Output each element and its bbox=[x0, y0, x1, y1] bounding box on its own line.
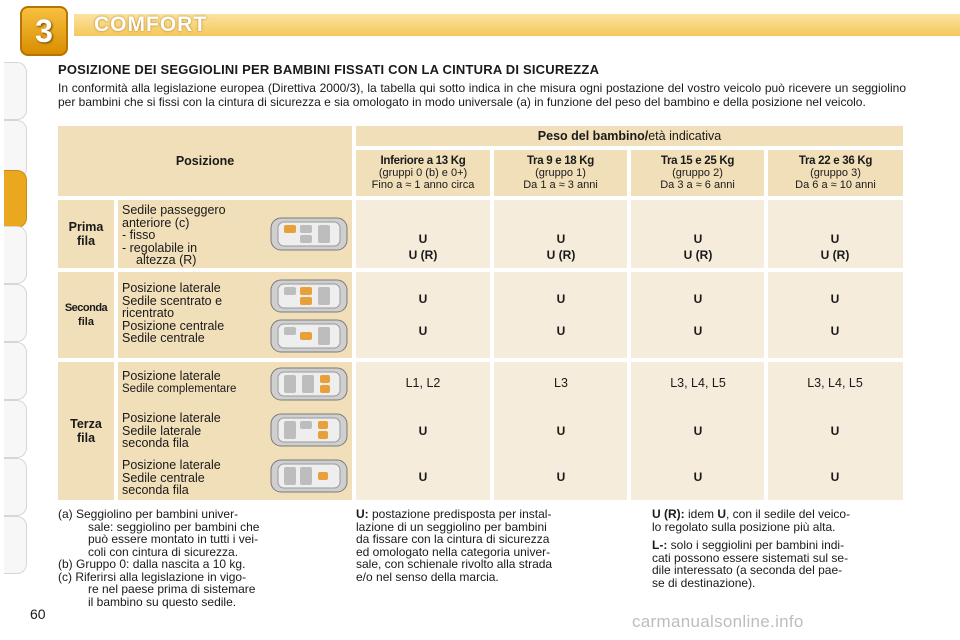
row-desc-terza bbox=[118, 362, 352, 500]
weight-header-rest: età indicativa bbox=[648, 129, 722, 143]
value: U bbox=[418, 324, 428, 338]
value-cell bbox=[768, 362, 903, 500]
page-number: 60 bbox=[30, 606, 46, 622]
column-sub: (gruppo 2) bbox=[672, 167, 723, 179]
desc-line: Sedile complementare bbox=[122, 382, 237, 395]
row-label: Terza bbox=[70, 417, 102, 431]
desc-line: Sedile laterale bbox=[122, 423, 202, 438]
column-age: Fino a ≈ 1 anno circa bbox=[371, 179, 475, 191]
note-line: dile interessato (a seconda del pae- bbox=[652, 563, 843, 577]
note-line: sale: seggiolino per bambini che bbox=[88, 519, 260, 534]
column-header bbox=[631, 150, 764, 196]
desc-line: Posizione laterale bbox=[122, 369, 221, 383]
desc-line: ricentrato bbox=[122, 306, 175, 320]
value-cell bbox=[494, 272, 627, 358]
weight-header-cell bbox=[356, 126, 903, 146]
value-cell bbox=[768, 200, 903, 268]
value-cell bbox=[631, 200, 764, 268]
column-header bbox=[356, 150, 490, 196]
legend-key: U: bbox=[356, 507, 369, 521]
seat-description bbox=[122, 204, 226, 267]
note-line: lo regolato sulla posizione più alta. bbox=[652, 519, 836, 534]
car-seat-diagram-icon bbox=[270, 412, 348, 448]
column-age: Da 1 a ≈ 3 anni bbox=[523, 179, 598, 191]
note-line: e/o nel senso della marcia. bbox=[356, 569, 499, 584]
car-seat-diagram-icon bbox=[270, 458, 348, 494]
footnotes-left bbox=[58, 508, 310, 608]
desc-line: anteriore (c) bbox=[122, 215, 190, 230]
note-line: (b) Gruppo 0: dalla nascita a 10 kg. bbox=[58, 557, 246, 571]
row-desc-seconda bbox=[118, 272, 352, 358]
legend-key: U (R): bbox=[652, 507, 685, 521]
note-text: solo i seggiolini per bambini indi- bbox=[667, 538, 845, 552]
value: U bbox=[418, 232, 428, 246]
chapter-sidebar bbox=[0, 0, 40, 640]
desc-line: seconda fila bbox=[122, 483, 189, 497]
note-text: , con il sedile del veico- bbox=[726, 507, 851, 521]
chapter-tab[interactable] bbox=[4, 284, 27, 342]
desc-line: altezza (R) bbox=[136, 253, 197, 267]
column-sub: (gruppo 1) bbox=[535, 167, 586, 179]
position-header-cell bbox=[58, 126, 352, 196]
value: U bbox=[830, 470, 840, 484]
row-label: fila bbox=[76, 431, 96, 445]
chapter-tab[interactable] bbox=[4, 342, 27, 400]
car-seat-diagram-icon bbox=[270, 278, 348, 314]
desc-line: Posizione laterale bbox=[122, 411, 221, 425]
seat-description bbox=[122, 459, 221, 497]
value-cell bbox=[356, 362, 490, 500]
chapter-tab[interactable] bbox=[4, 226, 27, 284]
value-cell bbox=[494, 362, 627, 500]
chapter-tab-active[interactable] bbox=[4, 170, 27, 228]
value: U bbox=[693, 470, 703, 484]
note-line: da fissare con la cintura di sicurezza bbox=[356, 532, 550, 546]
note-line: (c) Riferirsi alla legislazione in vigo- bbox=[58, 569, 247, 584]
value: L3 bbox=[554, 376, 568, 390]
value: U bbox=[556, 324, 566, 338]
chapter-tab[interactable] bbox=[4, 516, 27, 574]
value: L3, L4, L5 bbox=[670, 376, 726, 390]
value: U bbox=[418, 424, 428, 438]
value: U bbox=[693, 232, 703, 246]
value: U bbox=[556, 292, 566, 306]
desc-line: Posizione centrale bbox=[122, 318, 225, 333]
note-line: può essere montato in tutti i vei- bbox=[88, 532, 259, 546]
desc-line: Posizione laterale bbox=[122, 458, 221, 472]
column-header bbox=[768, 150, 903, 196]
row-label-terza bbox=[58, 362, 114, 500]
note-line: coli con cintura di sicurezza. bbox=[88, 544, 239, 559]
column-title: Tra 9 e 18 Kg bbox=[526, 155, 595, 167]
value: L1, L2 bbox=[405, 376, 441, 390]
note-text: idem bbox=[684, 507, 718, 521]
value: U bbox=[556, 232, 566, 246]
legend-key: U bbox=[717, 507, 727, 521]
value: U bbox=[830, 324, 840, 338]
note-line: ed omologato nella categoria univer- bbox=[356, 544, 551, 559]
car-seat-diagram-icon bbox=[270, 318, 348, 354]
section-title: POSIZIONE DEI SEGGIOLINI PER BAMBINI FISSATI CON LA CINTURA DI SICUREZZA bbox=[58, 62, 600, 77]
value: U bbox=[556, 470, 566, 484]
watermark: carmanualsonline.info bbox=[632, 612, 804, 631]
position-header: Posizione bbox=[175, 154, 235, 168]
note-line: lazione di un seggiolino per bambini bbox=[356, 519, 547, 534]
seat-description bbox=[122, 282, 224, 345]
legend-key: L-: bbox=[652, 538, 668, 552]
value: U bbox=[693, 324, 703, 338]
row-label: Prima bbox=[68, 220, 104, 234]
desc-line: seconda fila bbox=[122, 436, 189, 450]
value: U bbox=[830, 292, 840, 306]
value-cell bbox=[631, 362, 764, 500]
value-cell bbox=[356, 200, 490, 268]
value: U bbox=[693, 292, 703, 306]
chapter-number: 3 bbox=[20, 6, 68, 56]
desc-line: - fisso bbox=[122, 228, 156, 242]
seat-description bbox=[122, 412, 221, 450]
car-seat-diagram-icon bbox=[270, 216, 348, 252]
column-sub: (gruppi 0 (b) e 0+) bbox=[378, 167, 468, 179]
chapter-tab[interactable] bbox=[4, 62, 27, 120]
row-desc-prima bbox=[118, 200, 352, 268]
note-line: (a) Seggiolino per bambini univer- bbox=[58, 507, 239, 521]
note-line: se di destinazione). bbox=[652, 575, 756, 590]
desc-line: Sedile centrale bbox=[122, 470, 205, 485]
value-cell bbox=[494, 200, 627, 268]
value: U (R) bbox=[408, 248, 438, 262]
value-cell bbox=[768, 272, 903, 358]
column-title: Tra 15 e 25 Kg bbox=[660, 155, 735, 167]
row-label: fila bbox=[78, 316, 94, 328]
note-line: sale, con schienale rivolto alla strada bbox=[356, 557, 553, 571]
desc-line: Posizione laterale bbox=[122, 281, 221, 295]
value: L3, L4, L5 bbox=[807, 376, 863, 390]
desc-line: - regolabile in bbox=[122, 240, 198, 255]
row-label: Seconda bbox=[64, 302, 108, 314]
legend-ur-l bbox=[652, 508, 906, 589]
note-line: postazione predisposta per instal- bbox=[368, 507, 552, 521]
column-title: Inferiore a 13 Kg bbox=[380, 155, 466, 167]
value: U (R) bbox=[546, 248, 576, 262]
note-line: il bambino su questo sedile. bbox=[88, 594, 237, 609]
intro-paragraph: In conformità alla legislazione europea (Direttiva 2000/3), la tabella qui sotto indica in che misura ogni postazione del vostro veicolo può ricevere un seggiolino per bambini che si fissi con la cintura di sicurezza e sia omologato in modo universale (a) in funzione del peso del bambino e della posizione nel veicolo. bbox=[58, 81, 906, 109]
column-age: Da 6 a ≈ 10 anni bbox=[795, 179, 876, 191]
value: U bbox=[693, 424, 703, 438]
desc-line: Sedile passeggero bbox=[122, 203, 226, 217]
column-title: Tra 22 e 36 Kg bbox=[798, 155, 873, 167]
chapter-tab[interactable] bbox=[4, 400, 27, 458]
chapter-title: COMFORT bbox=[94, 13, 208, 36]
column-age: Da 3 a ≈ 6 anni bbox=[660, 179, 735, 191]
note-line: cati possono essere sistemati sul se- bbox=[652, 550, 849, 565]
value: U bbox=[830, 424, 840, 438]
car-seat-diagram-icon bbox=[270, 366, 348, 402]
seat-description bbox=[122, 370, 236, 395]
chapter-tab[interactable] bbox=[4, 458, 27, 516]
value-cell bbox=[356, 272, 490, 358]
value: U bbox=[830, 232, 840, 246]
value-cell bbox=[631, 272, 764, 358]
row-label-prima bbox=[58, 200, 114, 268]
column-header bbox=[494, 150, 627, 196]
value: U bbox=[418, 470, 428, 484]
weight-header-bold: Peso del bambino/ bbox=[537, 129, 649, 143]
value: U bbox=[556, 424, 566, 438]
value: U (R) bbox=[820, 248, 850, 262]
column-sub: (gruppo 3) bbox=[810, 167, 861, 179]
note-line: re nel paese prima di sistemare bbox=[88, 582, 256, 596]
page-header bbox=[0, 0, 960, 49]
desc-line: Sedile centrale bbox=[122, 331, 205, 345]
row-label: fila bbox=[76, 234, 96, 248]
row-label-seconda bbox=[58, 272, 114, 358]
value: U (R) bbox=[683, 248, 713, 262]
legend-u bbox=[356, 508, 606, 583]
desc-line: Sedile scentrato e bbox=[122, 293, 223, 308]
value: U bbox=[418, 292, 428, 306]
